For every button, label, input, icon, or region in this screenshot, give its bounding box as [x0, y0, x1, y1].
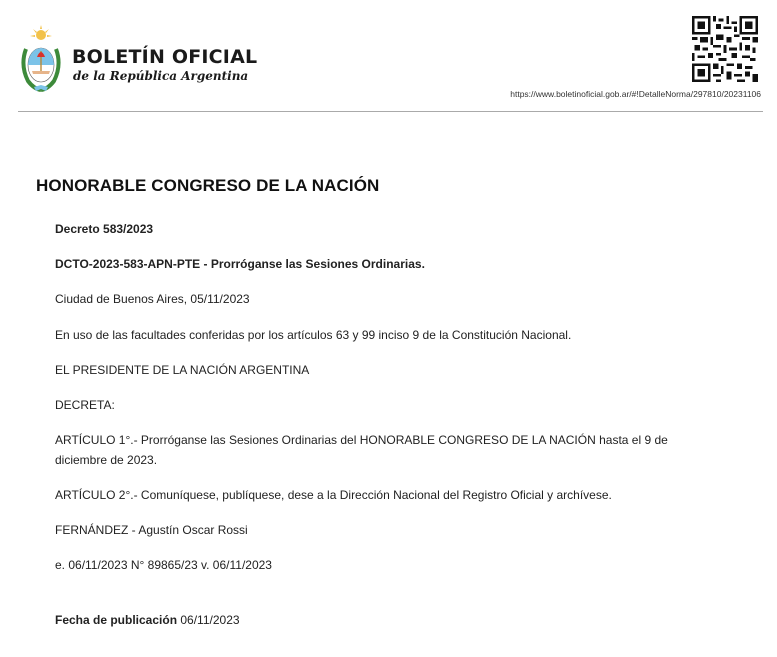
decree-number: Decreto 583/2023: [55, 222, 154, 236]
argentina-coat-of-arms-icon: [20, 25, 62, 93]
decreta: DECRETA:: [55, 398, 115, 412]
authority: EL PRESIDENTE DE LA NACIÓN ARGENTINA: [55, 363, 310, 377]
edict-reference: e. 06/11/2023 N° 89865/23 v. 06/11/2023: [55, 558, 272, 572]
decree-code: DCTO-2023-583-APN-PTE - Prorróganse las Sesiones Ordinarias.: [55, 257, 425, 271]
header-divider: [18, 111, 763, 112]
section-title: HONORABLE CONGRESO DE LA NACIÓN: [36, 176, 380, 195]
article-1-line2: diciembre de 2023.: [55, 453, 158, 467]
document-header: [0, 0, 777, 115]
preamble: En uso de las facultades conferidas por los artículos 63 y 99 inciso 9 de la Constitución Nacional.: [55, 328, 572, 342]
publication-date-line: [55, 611, 240, 629]
article-2: ARTÍCULO 2°.- Comuníquese, publíquese, dese a la Dirección Nacional del Registro Oficial y archívese.: [55, 488, 612, 502]
article-1-line1: ARTÍCULO 1°.- Prorróganse las Sesiones Ordinarias del HONORABLE CONGRESO DE LA NACIÓN hasta el 9 de: [55, 433, 668, 447]
publication-label: Fecha de publicación: [55, 613, 178, 627]
brand-subtitle: de la República Argentina: [73, 69, 249, 83]
publication-date: 06/11/2023: [180, 613, 240, 627]
place-date: Ciudad de Buenos Aires, 05/11/2023: [55, 292, 250, 306]
qr-code-icon: [692, 16, 758, 82]
signatories: FERNÁNDEZ - Agustín Oscar Rossi: [55, 523, 248, 537]
brand-title: BOLETÍN OFICIAL: [72, 46, 258, 68]
document-url[interactable]: https://www.boletinoficial.gob.ar/#!DetalleNorma/297810/20231106: [510, 89, 761, 99]
